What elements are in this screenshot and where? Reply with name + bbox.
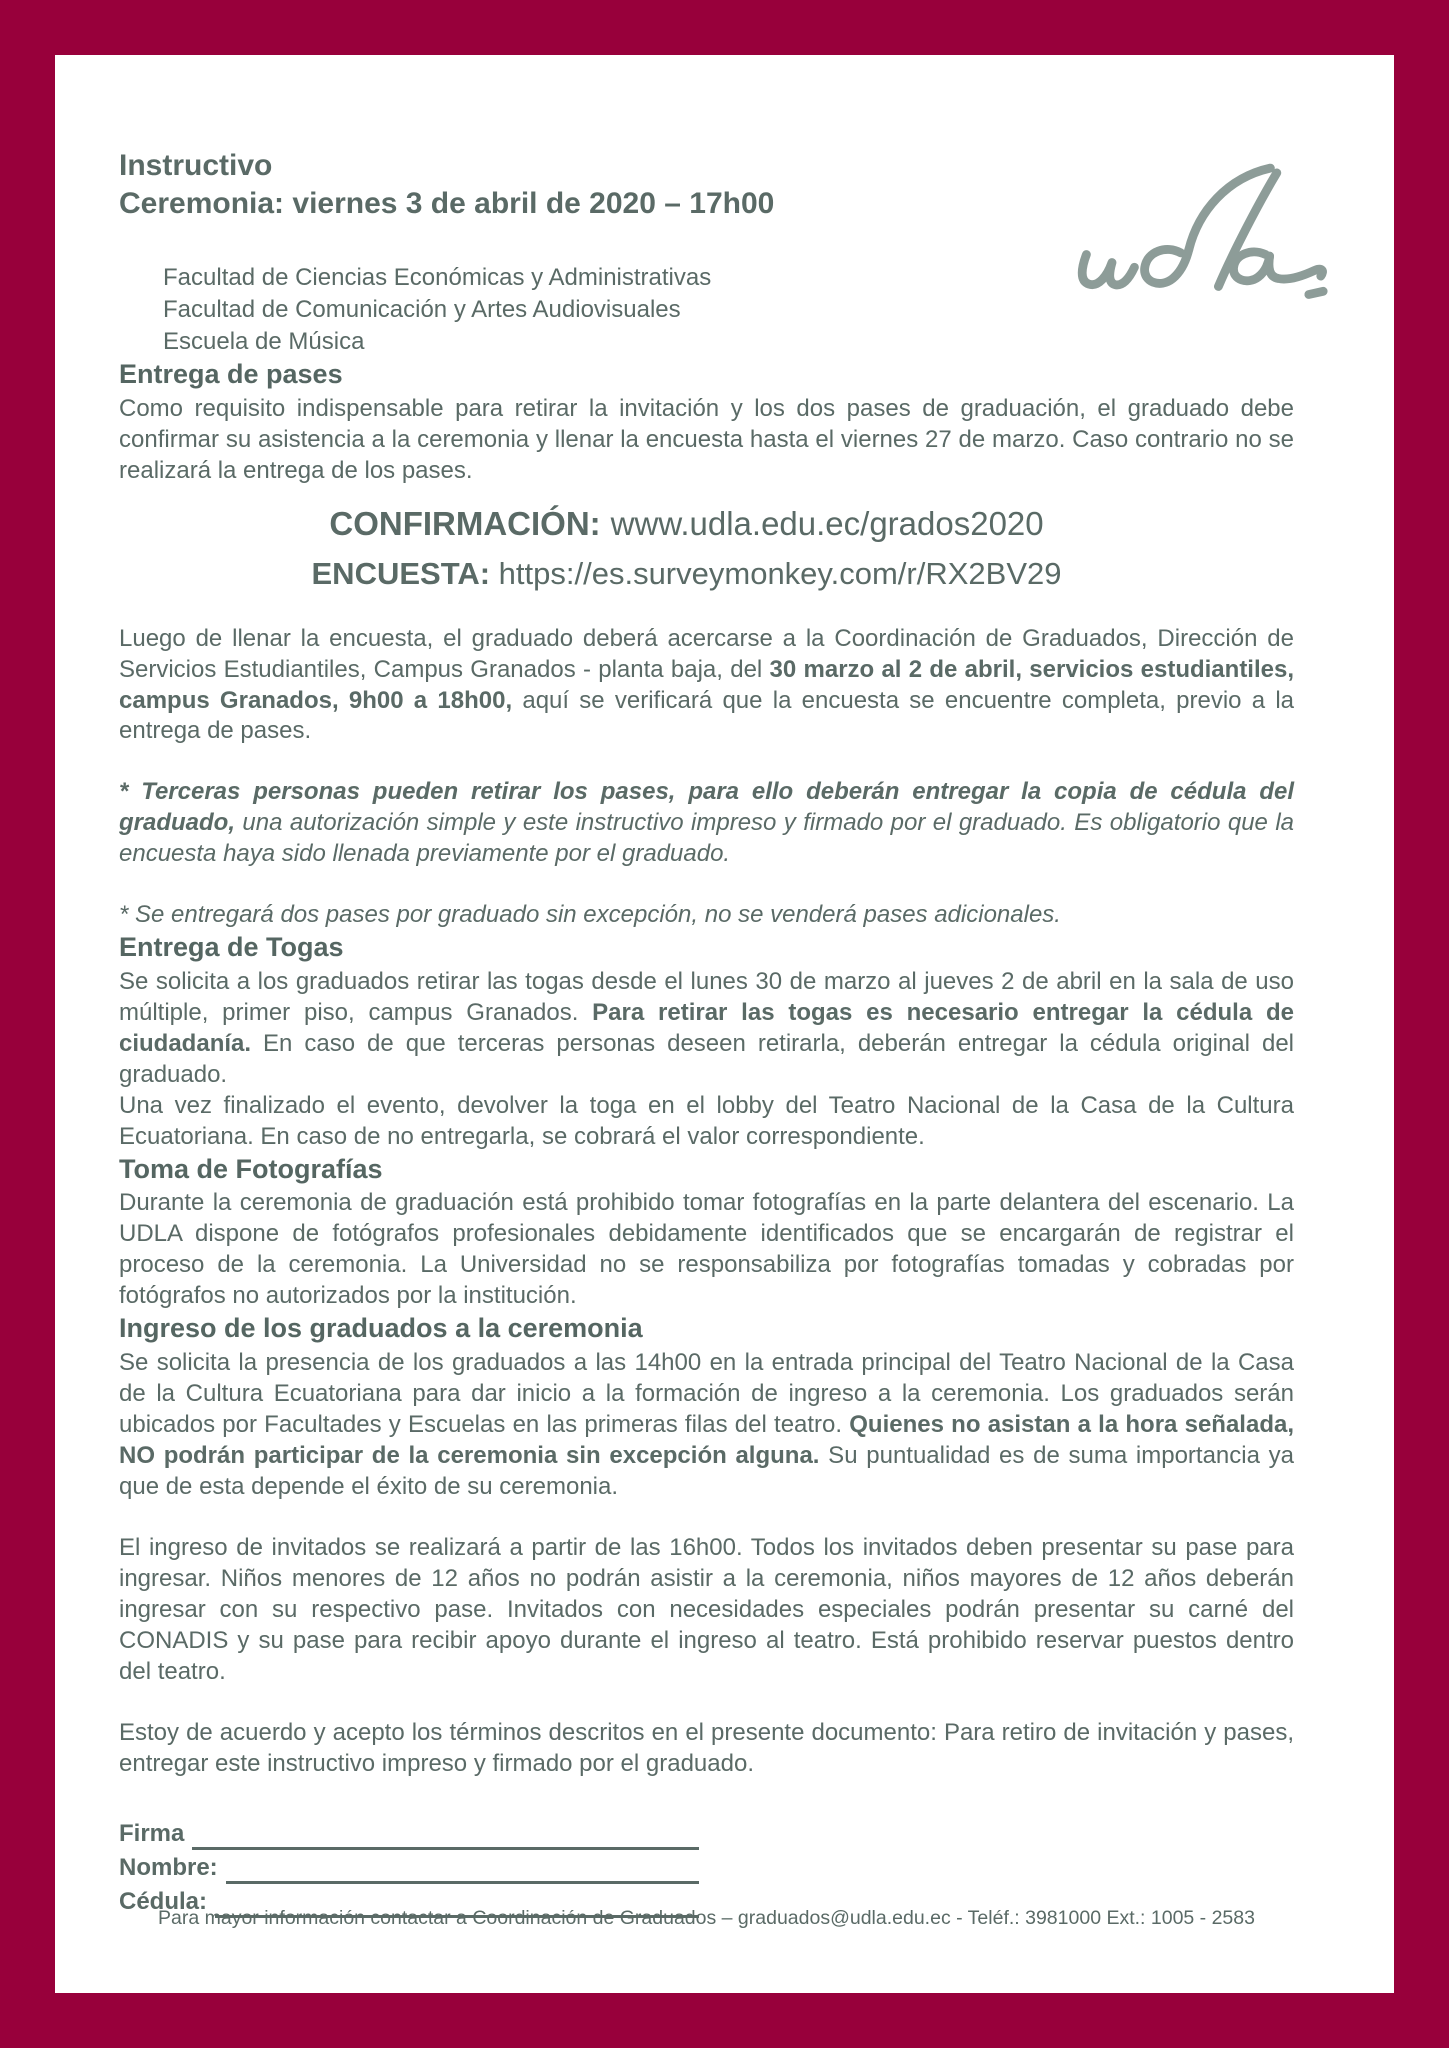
- confirmacion-block: [119, 503, 1254, 594]
- acuerdo-paragraph: Estoy de acuerdo y acepto los términos descritos en el presente documento: Para retiro de invitación y pases, entregar este instructivo impreso y firmado por el graduado.: [119, 1718, 1294, 1777]
- togas-p1-post: En caso de que terceras personas deseen retirarla, deberán entregar la cédula original del graduado.: [119, 1029, 1294, 1088]
- faculty-item: Escuela de Música: [163, 328, 365, 356]
- entrega-pases-detail: [119, 624, 1294, 748]
- heading-entrega-togas: Entrega de Togas: [119, 932, 344, 963]
- document-content: [55, 55, 1394, 1993]
- nombre-input-line[interactable]: [226, 1857, 699, 1884]
- detail-post: aquí se verificará que la encuesta se encuentre completa, previo a la entrega de pases.: [119, 686, 1294, 745]
- togas-paragraph-1: [119, 967, 1294, 1091]
- heading-fotografias: Toma de Fotografías: [119, 1153, 383, 1184]
- signature-block: [119, 1819, 1294, 1918]
- ingreso-p1-bold: Quienes no asistan a la hora señalada, NO podrán participar de la ceremonia sin excepción alguna.: [119, 1410, 1294, 1469]
- ingreso-paragraph-2: El ingreso de invitados se realizará a partir de las 16h00. Todos los invitados deben presentar su pase para ingresar. Niños menores de 12 años no podrán asistir a la ceremonia, niños mayores de 12 años deberán ingresar con su respectivo pase. Invitados con necesidades especiales podrán presentar su carné del CONADIS y su pase para recibir apoyo durante el ingreso al teatro. Está prohibido reservar puestos dentro del teatro.: [119, 1533, 1294, 1685]
- fotografias-paragraph: Durante la ceremonia de graduación está prohibido tomar fotografías en la parte delantera del escenario. La UDLA dispone de fotógrafos profesionales debidamente identificados que se encargarán de registrar el proceso de la ceremonia. La Universidad no se responsabiliza por fotografías tomadas y cobradas por fotógrafos no autorizados por la institución.: [119, 1189, 1294, 1310]
- confirmacion-label: CONFIRMACIÓN:: [329, 505, 601, 543]
- faculty-list: [163, 262, 1294, 358]
- entrega-pases-intro: Como requisito indispensable para retirar la invitación y los dos pases de graduación, el graduado debe confirmar su asistencia a la ceremonia y llenar la encuesta hasta el viernes 27 de marzo. Caso contrario no se realizará la entrega de los pases.: [119, 395, 1294, 485]
- note1-bold: * Terceras personas pueden retirar los pases, para ello deberán entregar la copia de cédula del graduado,: [119, 778, 1294, 837]
- encuesta-url: https://es.surveymonkey.com/r/RX2BV29: [498, 555, 1062, 591]
- ingreso-paragraph-1: [119, 1348, 1294, 1503]
- firma-label: Firma: [119, 1820, 185, 1848]
- confirmacion-url: www.udla.edu.ec/grados2020: [610, 505, 1044, 543]
- heading-entrega-pases: Entrega de pases: [119, 359, 343, 390]
- title-line-1: Instructivo: [119, 149, 273, 182]
- encuesta-line: [119, 554, 1254, 594]
- note-terceras-personas: [119, 777, 1294, 870]
- ingreso-p1-post: Su puntualidad es de suma importancia ya que de esta depende el éxito de su ceremonia.: [119, 1441, 1295, 1500]
- heading-ingreso: Ingreso de los graduados a la ceremonia: [119, 1313, 643, 1344]
- detail-pre: Luego de llenar la encuesta, el graduado deberá acercarse a la Coordinación de Graduados, Dirección de Servicios Estudiantiles, Campus Granados - planta baja, del: [119, 624, 1294, 683]
- togas-p1-pre: Se solicita a los graduados retirar las togas desde el lunes 30 de marzo al jueves 2 de abril en la sala de uso múltiple, primer piso, campus Granados.: [119, 968, 1294, 1026]
- togas-p1-bold: Para retirar las togas es necesario entregar la cédula de ciudadanía.: [119, 998, 1294, 1057]
- firma-row: [119, 1819, 699, 1850]
- title-line-2: Ceremonia: viernes 3 de abril de 2020 – 17h00: [119, 186, 775, 220]
- note-dos-pases: * Se entregará dos pases por graduado sin excepción, no se venderá pases adicionales.: [119, 901, 1061, 929]
- detail-bold: 30 marzo al 2 de abril, servicios estudiantiles, campus Granados, 9h00 a 18h00,: [119, 655, 1295, 714]
- footer-contact: Para mayor información contactar a Coordinación de Graduados – graduados@udla.edu.ec - Teléf.: 3981000 Ext.: 1005 - 2583: [158, 1906, 1255, 1929]
- encuesta-label: ENCUESTA:: [311, 555, 491, 591]
- cedula-label: Cédula:: [119, 1888, 208, 1916]
- nombre-label: Nombre:: [119, 1854, 218, 1882]
- confirmacion-line: [119, 503, 1254, 546]
- togas-paragraph-2: Una vez finalizado el evento, devolver la toga en el lobby del Teatro Nacional de la Casa de la Cultura Ecuatoriana. En caso de no entregarla, se cobrará el valor correspondiente.: [119, 1091, 1294, 1150]
- faculty-item: Facultad de Ciencias Económicas y Administrativas: [163, 264, 712, 291]
- document-page: [55, 55, 1394, 1993]
- faculty-item: Facultad de Comunicación y Artes Audiovisuales: [163, 296, 681, 324]
- firma-signature-line[interactable]: [192, 1823, 699, 1850]
- nombre-row: [119, 1853, 699, 1884]
- document-title: [119, 147, 1294, 222]
- note1-rest: una autorización simple y este instructivo impreso y firmado por el graduado. Es obligatorio que la encuesta haya sido llenada previamente por el graduado.: [119, 809, 1294, 868]
- ingreso-p1-pre: Se solicita la presencia de los graduados a las 14h00 en la entrada principal del Teatro Nacional de la Casa de la Cultura Ecuatoriana para dar inicio a la formación de ingreso a la ceremonia. Los graduados serán ubicados por Facultades y Escuelas en las primeras filas del teatro.: [119, 1349, 1294, 1438]
